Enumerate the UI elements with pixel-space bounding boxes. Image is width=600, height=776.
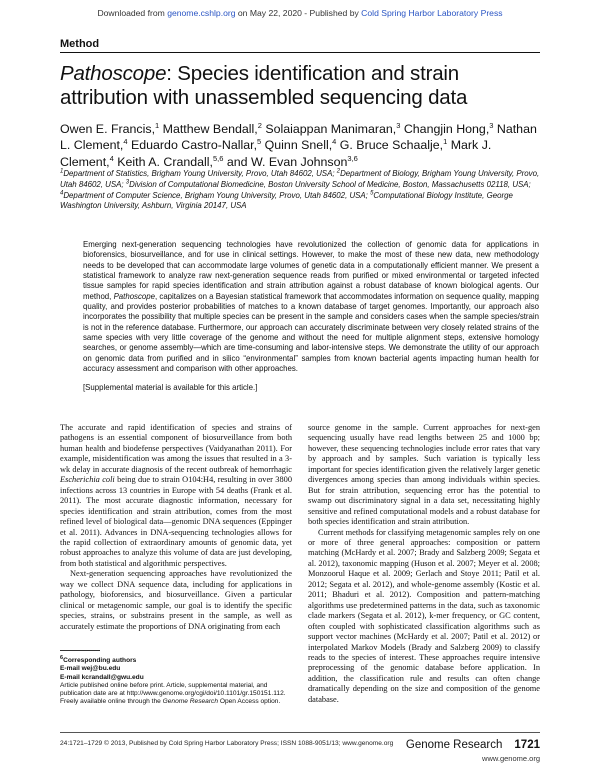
affiliation-text: Division of Computational Biomedicine, Boston University School of Medicine, Boston, Massachusetts 02118, USA; (129, 179, 531, 189)
author-affiliation-mark: 4 (123, 137, 128, 147)
author-name: Matthew Bendall, (162, 122, 258, 136)
paragraph: Current methods for classifying metagenomic samples rely on one or more of three general approaches: composition or pattern matching (McHardy et al. 2007; Brady and Salzberg 2009; Segata et al. 2012), taxonomic mapping (Huson et al. 2007; Meyer et al. 2008; Monzoorul Haque et al. 2009; Gerlach and Stoye 2011; Patil et al. 2012; Segata et al. 2012), and whole-genome assembly (Kostic et al. 2011; Bhaduri et al. 2012). Composition and pattern-matching algorithms use predetermined patterns in the data, such as taxonomic clade markers (Segata et al. 2012), k-mer frequency, or GC content, often coupled with sophisticated classification algorithms such as support vector machines (McHardy et al. 2007; Patil et al. 2012) or interpolated Markov Models (Brady and Salzberg 2009) to classify reads to the species of interest. These approaches require intensive preprocessing of the genomic database before application. In addition, the classification rule and results can often change dramatically depending on the size and composition of the genome database. (308, 527, 540, 704)
author-name: G. Bruce Schaalje, (339, 138, 444, 153)
download-middle: on May 22, 2020 - Published by (235, 8, 362, 18)
footnote-rule (60, 650, 100, 651)
author-affiliation-mark: 4 (332, 137, 337, 147)
title-rest: : Species identification and strain attribution with unassembled sequencing data (60, 62, 468, 109)
affiliation-text: Department of Statistics, Brigham Young University, Provo, Utah 84602, USA; (63, 169, 337, 178)
body-column-right (308, 423, 540, 705)
affiliations (60, 169, 540, 212)
author-name: and W. Evan Johnson (226, 154, 348, 169)
abstract-text: Emerging next-generation sequencing technologies have revolutionized the collection of genomic data for applications in bioforensics, biosurveillance, and for use in clinical settings. However, to make the most of these new data, new methodology needs to be developed that can accommodate large volumes of genetic data in a computationally efficient manner. We present a statistical framework to analyze raw next-generation sequence reads from purified or mixed environmental or targeted infected tissue samples for rapid species identification and strain attribution against a robust database of known biological agents. Our method, Pathoscope, capitalizes on a Bayesian statistical framework that accommodates information on sequence quality, mapping quality, and provides posterior probabilities of matches to a known database of target genomes. Importantly, our approach also incorporates the possibility that multiple species can be present in the sample and considers cases when the sample species/strain is not in the reference database. Furthermore, our approach can accurately discriminate between very closely related strains of the same species with very little coverage of the genome and without the need for multiple alignment steps, extensive homology searches, or genome assembly—which are time-consuming and labor-intensive steps. We demonstrate the utility of our approach on genomic data from purified and in silico “environmental” samples from known bacterial agents impacting human health for accuracy assessment and comparison with other approaches. (83, 240, 539, 374)
author-name: Nathan L. Clement, (60, 122, 537, 153)
author-name: Keith A. Crandall, (117, 154, 213, 169)
author-affiliation-mark: 2 (257, 120, 262, 130)
author-list (60, 121, 540, 170)
open-access-note: Freely available online through the Genome Research Open Access option. (60, 698, 281, 706)
footer-journal (406, 735, 540, 763)
journal-name: Genome Research (405, 739, 503, 751)
site-link[interactable]: genome.cshlp.org (167, 8, 236, 18)
affiliation-text: Department of Computer Science, Brigham Young University, Provo, Utah 84602, USA; (63, 190, 371, 200)
author-name: Solaiappan Manimaran, (265, 122, 397, 136)
author-affiliation-mark: 1 (155, 120, 160, 130)
corresponding-label: $^6$Corresponding authors (60, 655, 137, 665)
author-affiliation-mark: 3 (396, 120, 401, 130)
email-1[interactable]: E-mail wej@bu.edu (60, 665, 121, 673)
download-prefix: Downloaded from (97, 8, 168, 18)
author-name: Quinn Snell, (264, 138, 333, 153)
journal-url[interactable]: www.genome.org (482, 754, 540, 763)
article-title (60, 62, 540, 110)
author-affiliation-mark: 4 (109, 153, 114, 163)
affiliation-text: Department of Biology, Brigham Young University, Provo, Utah 84602, USA; (60, 169, 540, 189)
email-2[interactable]: E-mail kcrandall@gwu.edu (60, 673, 144, 681)
header-rule (60, 52, 540, 53)
section-label: Method (60, 38, 100, 50)
author-name: Changjin Hong, (403, 122, 490, 136)
affiliation-text: Computational Biology Institute, George Washington University, Ashburn, Virginia 20147, USA (60, 190, 513, 211)
publication-note: Article published online before print. Article, supplemental material, and publication date are at http://www.genome.org/cgi/doi/10.1101/gr.150151.112. (60, 681, 286, 697)
footer-rule (60, 732, 540, 733)
paragraph: source genome in the sample. Current approaches for next-gen sequencing usually have read lengths between 25 and 1000 bp; however, these sequencing technologies include error rates that vary by approach and by samples. Such variation is typically less important for species identification given the relatively larger genetic divergences among species than among individuals within species. But for strain attribution, sequencing error has the potential to swamp out discriminatory signal in a data set, necessitating highly sensitive and refined computational models and a robust database for both species identification and strain attribution. (308, 423, 540, 527)
author-affiliation-mark: 5 (257, 137, 262, 147)
author-name: Mark J. Clement, (60, 138, 492, 169)
author-name: Owen E. Francis, (60, 122, 156, 136)
author-affiliation-mark: 1 (443, 137, 448, 147)
author-affiliation-mark: 3,6 (347, 153, 358, 163)
abstract (83, 240, 539, 394)
paragraph: Next-generation sequencing approaches have revolutionized the way we collect DNA sequence data, including for applications in pathology, bioforensics, and biosurveillance. Given a particular clinical or metagenomic sample, our goal is to identify the specific species, strains, or substrains present in the sample, as well as accurately estimate the proportions of DNA originating from each (60, 569, 292, 631)
footer-citation: 24:1721–1729 © 2013, Published by Cold Spring Harbor Laboratory Press; ISSN 1088-9051/13; www.genome.org (60, 740, 394, 747)
affiliation-number: 3 (125, 179, 130, 186)
title-italic: Pathoscope (60, 62, 167, 85)
paragraph: The accurate and rapid identification of species and strains of pathogens is an essential component of biosurveillance from both human health and biodefense perspectives (Vaidyanathan 2011). For example, misidentification was among the issues that resulted in a 3-wk delay in accurate diagnosis of the recent outbreak of hemorrhagic Escherichia coli being due to strain O104:H4, resulting in over 3800 infections across 13 countries in Europe with 54 deaths (Frank et al. 2011). The most accurate diagnostic information, necessary for species identification and strain attribution, comes from the most refined level of biological data—genomic DNA sequences (Eppinger et al. 2011). Advances in DNA-sequencing technologies allows for the rapid collection of extraordinary amounts of genomic data, yet robust approaches to analyze this volume of data are just developing, from both statistical and algorithmic perspectives. (60, 423, 292, 568)
affiliation-number: 2 (336, 168, 341, 175)
affiliation-number: 5 (370, 189, 374, 196)
affiliation-number: 1 (60, 168, 64, 175)
supplemental-note: [Supplemental material is available for this article.] (83, 383, 258, 393)
footnotes (60, 654, 292, 706)
download-banner (0, 8, 600, 18)
page-number: 1721 (514, 739, 540, 751)
author-name: Eduardo Castro-Nallar, (130, 138, 258, 153)
author-affiliation-mark: 5,6 (212, 153, 224, 163)
affiliation-number: 4 (60, 189, 64, 196)
publisher-link[interactable]: Cold Spring Harbor Laboratory Press (361, 8, 503, 18)
body-column-left (60, 423, 292, 632)
author-affiliation-mark: 3 (489, 120, 494, 130)
